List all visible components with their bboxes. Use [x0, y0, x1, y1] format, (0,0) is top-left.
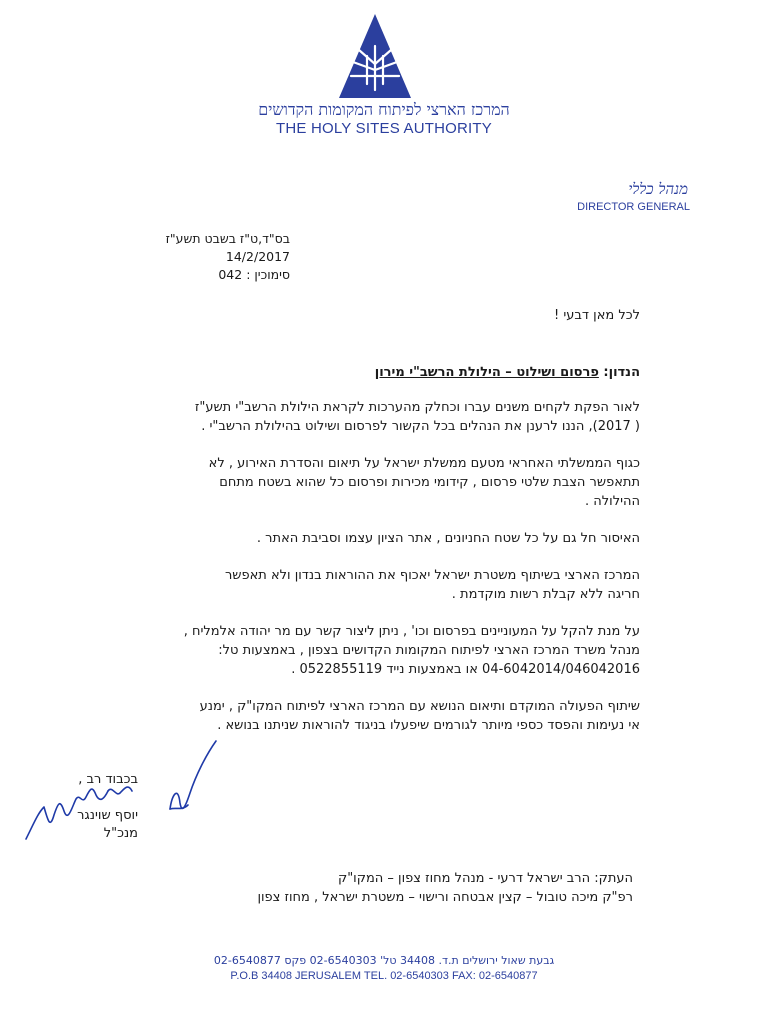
body-line: כגוף הממשלתי האחראי מטעם ממשלת ישראל על תיאום והסדרת האירוע , לא — [208, 456, 640, 471]
title-hebrew: מנהל כללי — [628, 180, 688, 198]
closing-regards: בכבוד רב , — [78, 772, 138, 787]
org-name-english: THE HOLY SITES AUTHORITY — [276, 120, 492, 137]
body-line: תתאפשר הצבת שלטי פרסום , קידומי מכירות ופרסום כל שהוא בשטח מתחם — [219, 475, 640, 490]
body-line: על מנת להקל על המעוניינים בפרסום וכו' , ניתן ליצור קשר עם מר יהודה אלמליח , — [183, 624, 640, 639]
cc-line: העתק: הרב ישראל דרעי - מנהל מחוז צפון – המקו"ק — [337, 871, 633, 886]
footer-address-hebrew: גבעת שאול ירושלים ת.ד. 34408 טל' 02-6540303 פקס 02-6540877 — [213, 954, 555, 967]
subject-line — [375, 365, 640, 380]
salutation: לכל מאן דבעי ! — [554, 308, 640, 323]
title-english: DIRECTOR GENERAL — [577, 201, 690, 213]
body-line: חריגה ללא קבלת רשות מוקדמת . — [451, 587, 640, 602]
body-line: 04-6042014/046042016 או באמצעות נייד 0522855119 . — [291, 662, 640, 677]
body-line: אי נעימות והפסד כספי מיותר לגורמים שיפעלו בניגוד להוראות שניתנו בנושא . — [217, 718, 640, 733]
footer-address-english: P.O.B 34408 JERUSALEM TEL. 02-6540303 FAX: 02-6540877 — [230, 970, 538, 982]
org-name-hebrew: המרכז הארצי לפיתוח המקומות הקדושים — [258, 100, 510, 119]
signer-name: יוסף שוינגר — [77, 808, 138, 823]
body-line: המרכז הארצי בשיתוף משטרת ישראל יאכוף את ההוראות בנדון ולא תאפשר — [224, 568, 640, 583]
handwritten-signature-icon — [20, 735, 230, 845]
gregorian-date: 14/2/2017 — [225, 249, 290, 264]
body-line: שיתוף הפעולה המוקדם ותיאום הנושא עם המרכז הארצי לפיתוח המקו"ק , ימנע — [199, 699, 640, 714]
reference-number: סימוכין : 042 — [218, 267, 290, 282]
letter-meta — [120, 230, 290, 284]
subject-label: הנדון: — [603, 365, 640, 380]
body-line: ההילולה . — [585, 494, 640, 509]
body-line: לאור הפקת לקחים משנים עברו וכחלק מהערכות לקראת הילולת הרשב"י תשע"ז — [194, 400, 640, 415]
signer-role: מנכ"ל — [103, 826, 138, 841]
body-line: מנהל משרד המרכז הארצי לפיתוח המקומות הקדושים בצפון , באמצעות טל: — [218, 643, 640, 658]
body-line: ( 2017), הננו לרענן את הנהלים בכל הקשור לפרסום ושילוט בהילולת הרשב"י . — [201, 419, 640, 434]
cc-line: רפ"ק מיכה טובול – קצין אבטחה ורישוי – משטרת ישראל , מחוז צפון — [257, 890, 633, 905]
body-line: האיסור חל גם על כל שטח החניונים , אתר הציון עצמו וסביבת האתר . — [256, 531, 640, 546]
holy-sites-logo-icon — [337, 12, 413, 100]
subject-text: פרסום ושילוט – הילולת הרשב"י מירון — [374, 365, 599, 380]
hebrew-date: בס"ד,ט"ז בשבט תשע"ז — [165, 231, 290, 246]
